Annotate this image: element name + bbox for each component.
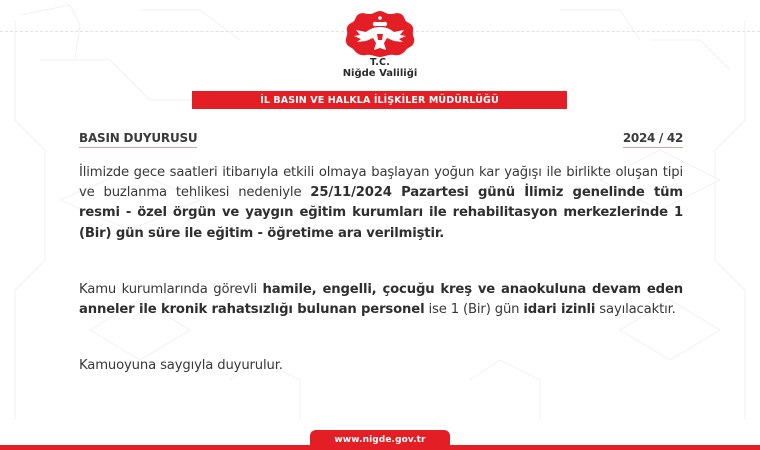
paragraph-closing [79, 356, 683, 376]
paragraph-administrative-leave [79, 280, 683, 320]
announcement-type: BASIN DUYURUSU [79, 131, 197, 148]
text-span: sayılacaktır. [595, 302, 676, 318]
bold-span: 25/11/2024 Pazartesi günü İlimiz genelinde tüm resmi - özel örgün ve yaygın eğitim kurumları ile rehabilitasyon merkezlerinde 1 (Bir) gün süre ile eğitim - öğretime ara verilmiştir. [79, 185, 683, 241]
website-url: www.nigde.gov.tr [334, 435, 426, 445]
org-line-tc: T.C. [369, 57, 391, 68]
text-span: Kamu kurumlarında görevli [79, 282, 263, 297]
text-span: Kamuoyuna saygıyla duyurulur. [79, 358, 283, 373]
paragraph-school-closure [79, 163, 683, 244]
department-banner [192, 91, 567, 109]
org-name: Niğde Valiliği [342, 68, 418, 79]
eagle-emblem-icon [344, 10, 416, 58]
announcement-number: 2024 / 42 [623, 131, 683, 148]
footer-url-tab [310, 430, 450, 450]
text-span: ise 1 (Bir) gün [424, 302, 524, 318]
department-banner-text: İL BASIN VE HALKLA İLİŞKİLER MÜDÜRLÜĞÜ [260, 94, 499, 106]
bold-span: hamile, engelli, çocuğu kreş ve anaokuluna devam eden anneler ile kronik rahatsızlığı bulunan personel [79, 282, 683, 318]
bold-span: idari izinli [523, 302, 596, 318]
text-span: İlimizde gece saatleri itibarıyla etkili olmaya başlayan yoğun kar yağışı ile birlikte oluşan tipi ve buzlanma tehlikesi nedeniyle [79, 165, 683, 201]
